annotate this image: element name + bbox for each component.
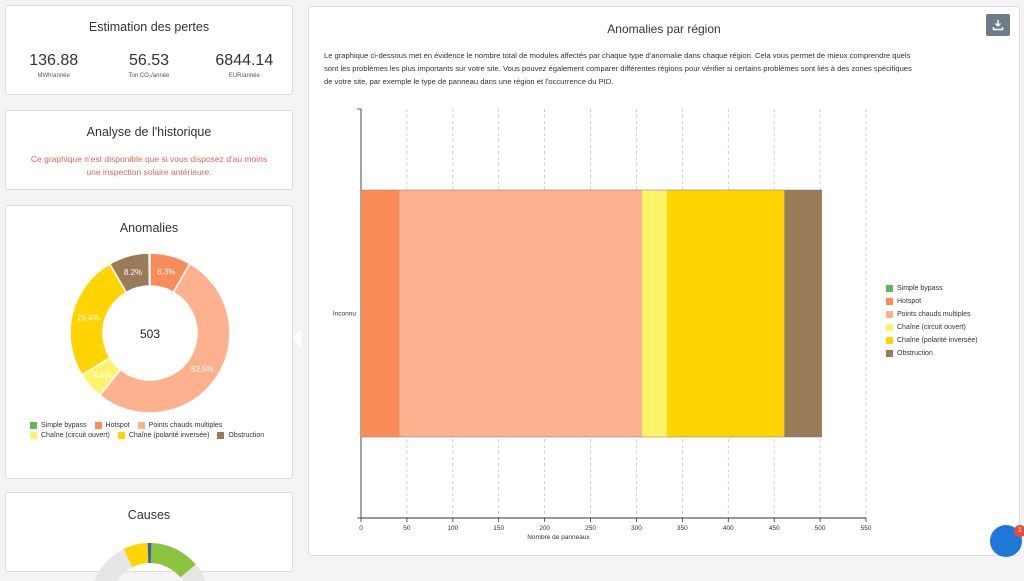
- y-category-label: Inconnu: [333, 311, 357, 318]
- legend-item-obstruction[interactable]: [217, 432, 264, 439]
- donut-slice-label: 5.4%: [93, 371, 111, 380]
- history-message: [6, 153, 292, 179]
- region-description-line2: sont les problèmes les plus importants sur votre site. Vous pouvez également comparer différentes régions pour vérifier si certains problèmes sont liés à des zones spécifiques: [324, 62, 1014, 75]
- legend-swatch: [30, 432, 37, 439]
- legend-item-simple-bypass[interactable]: [30, 422, 87, 429]
- metric-energy-value: 136.88: [6, 52, 101, 70]
- chart-legend-points-chauds[interactable]: [886, 308, 978, 321]
- legend-swatch: [95, 422, 102, 429]
- region-description-line3: de votre site, par exemple le type de panneau dans une région et l'occurrence du PID.: [324, 75, 1014, 88]
- x-tick-label: 50: [403, 525, 411, 532]
- card-pointer: [292, 329, 301, 347]
- legend-swatch: [118, 432, 125, 439]
- region-description-line1: Le graphique ci-dessous met en évidence le nombre total de modules affectés par chaque type d'anomalie dans chaque région. Cela vous permet de mieux comprendre quels: [324, 49, 1014, 62]
- legend-label: Chaîne (polarité inversée): [129, 432, 210, 439]
- causes-card[interactable]: [5, 492, 293, 572]
- legend-label: Chaîne (polarité inversée): [897, 337, 978, 344]
- donut-slice-label: 52.5%: [191, 365, 214, 374]
- metric-energy: [6, 52, 101, 79]
- history-analysis-card: [5, 110, 293, 190]
- legend-label: Hotspot: [106, 422, 130, 429]
- legend-swatch: [138, 422, 145, 429]
- x-tick-label: 250: [585, 525, 596, 532]
- anomalies-card[interactable]: [5, 205, 293, 479]
- metric-co2-value: 56.53: [101, 52, 196, 70]
- history-message-line2: une inspection solaire antérieure.: [26, 166, 272, 179]
- donut-slice-label: 8.3%: [157, 268, 175, 277]
- chart-legend-hotspot[interactable]: [886, 295, 978, 308]
- metric-co2: [101, 52, 196, 79]
- x-tick-label: 150: [493, 525, 504, 532]
- loss-estimation-card: [5, 5, 293, 95]
- legend-label: Chaîne (circuit ouvert): [41, 432, 110, 439]
- legend-item-chaine-polarite[interactable]: [118, 432, 210, 439]
- x-tick-label: 350: [677, 525, 688, 532]
- loss-metrics: [6, 52, 292, 79]
- x-tick-label: 450: [769, 525, 780, 532]
- chart-legend-chaine-polarite[interactable]: [886, 334, 978, 347]
- legend-swatch: [30, 422, 37, 429]
- causes-title: Causes: [6, 508, 292, 522]
- legend-swatch: [886, 311, 893, 318]
- x-tick-label: 550: [861, 525, 872, 532]
- causes-donut-chart[interactable]: [90, 541, 210, 581]
- chart-legend-simple-bypass[interactable]: [886, 282, 978, 295]
- legend-label: Points chauds multiples: [149, 422, 223, 429]
- legend-label: Chaîne (circuit ouvert): [897, 324, 966, 331]
- legend-swatch: [217, 432, 224, 439]
- region-anomalies-card: [308, 6, 1020, 556]
- legend-item-points-chauds[interactable]: [138, 422, 223, 429]
- legend-item-chaine-circuit[interactable]: [30, 432, 110, 439]
- chart-legend-chaine-circuit[interactable]: [886, 321, 978, 334]
- chat-notification-badge: 1: [1014, 525, 1024, 537]
- x-tick-label: 300: [631, 525, 642, 532]
- x-tick-label: 400: [723, 525, 734, 532]
- x-tick-label: 100: [447, 525, 458, 532]
- legend-item-hotspot[interactable]: [95, 422, 130, 429]
- legend-label: Simple bypass: [41, 422, 87, 429]
- donut-slice-label: 8.2%: [124, 268, 142, 277]
- legend-swatch: [886, 350, 893, 357]
- legend-label: Obstruction: [897, 350, 933, 357]
- legend-swatch: [886, 337, 893, 344]
- x-tick-label: 200: [539, 525, 550, 532]
- legend-label: Points chauds multiples: [897, 311, 971, 318]
- metric-eur-value: 6844.14: [197, 52, 292, 70]
- causes-slice-green[interactable]: [150, 553, 188, 571]
- history-message-line1: Ce graphique n'est disponible que si vous disposez d'au moins: [26, 153, 272, 166]
- bar-segment-2[interactable]: [400, 190, 642, 437]
- x-tick-label: 500: [815, 525, 826, 532]
- metric-eur: [197, 52, 292, 79]
- bar-segment-1[interactable]: [361, 190, 400, 437]
- legend-label: Simple bypass: [897, 285, 943, 292]
- x-axis-title: Nombre de panneaux: [527, 534, 590, 541]
- legend-label: Obstruction: [228, 432, 264, 439]
- chart-legend-obstruction[interactable]: [886, 347, 978, 360]
- donut-slice-label: 25.4%: [77, 314, 100, 323]
- x-tick-label: 0: [359, 525, 363, 532]
- history-title: Analyse de l'historique: [6, 125, 292, 139]
- donut-total: 503: [140, 327, 160, 341]
- causes-slice-yellow[interactable]: [128, 553, 148, 558]
- metric-eur-unit: EUR/année: [197, 73, 292, 79]
- metric-energy-unit: MWh/année: [6, 73, 101, 79]
- legend-swatch: [886, 324, 893, 331]
- anomalies-legend: [30, 422, 290, 445]
- anomalies-title: Anomalies: [6, 221, 292, 235]
- bar-segment-3[interactable]: [642, 190, 667, 437]
- bar-segment-5[interactable]: [784, 190, 822, 437]
- legend-swatch: [886, 298, 893, 305]
- loss-title: Estimation des pertes: [6, 20, 292, 34]
- metric-co2-unit: Ton CO₂/année: [101, 73, 196, 79]
- bar-segment-4[interactable]: [667, 190, 785, 437]
- legend-label: Hotspot: [897, 298, 921, 305]
- region-title: Anomalies par région: [309, 22, 1019, 36]
- region-chart-legend: [886, 282, 978, 360]
- anomalies-donut-chart[interactable]: [70, 253, 230, 413]
- legend-swatch: [886, 285, 893, 292]
